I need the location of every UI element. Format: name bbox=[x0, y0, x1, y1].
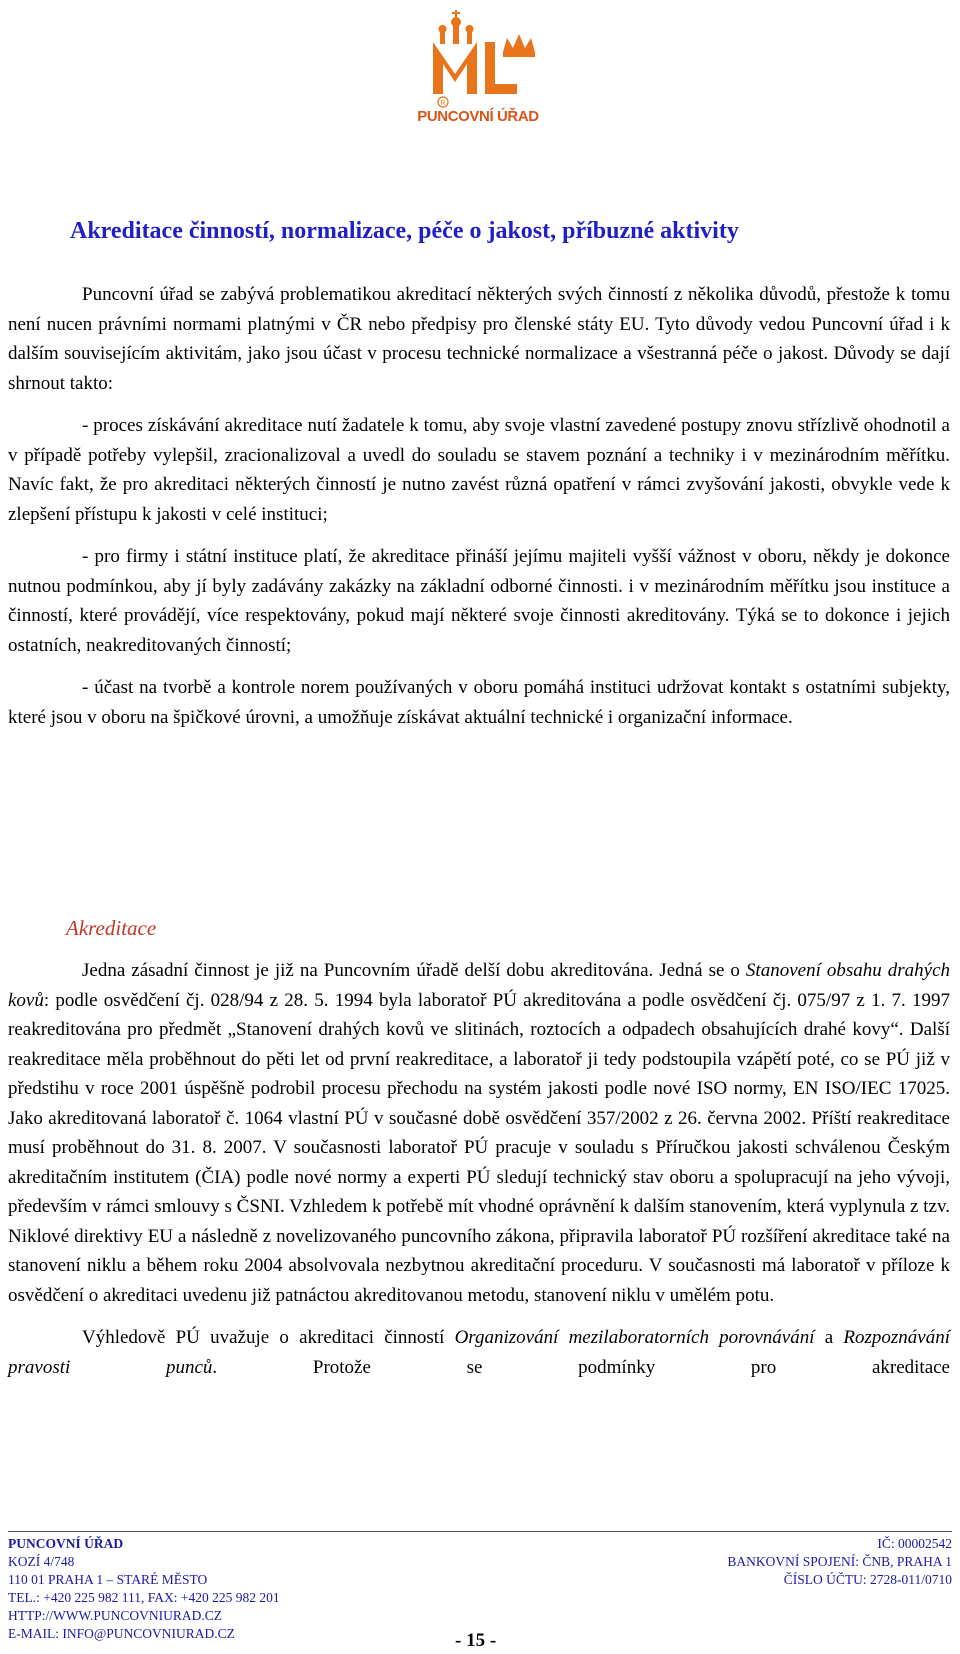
intro-paragraph-4: - účast na tvorbě a kontrole norem používaných v oboru pomáhá instituci udržovat kontakt s ostatními subjekty, které jsou v oboru na špičkové úrovni, a umožňuje získávat aktuální technické i organizační informace. bbox=[8, 677, 950, 728]
p2-text-c: . Protože se podmínky pro akreditace bbox=[212, 1356, 950, 1378]
p1-text-a: Jedna zásadní činnost je již na Puncovním úřadě delší dobu akreditována. Jedná se o bbox=[82, 960, 746, 981]
p1-text-b: : podle osvědčení čj. 028/94 z 28. 5. 1994 byla laboratoř PÚ akreditována a podle osvědčení čj. 075/97 z 1. 7. 1997 reakreditována pro předmět „Stanovení drahých kovů ve slitinách, roztocích a odpadech obsahujících drahé kovy“. Další reakreditace měla proběhnout do pěti let od první reakreditace, a laboratoř ji tedy podstoupila vzápětí poté, co se PÚ již v předstihu v roce 2001 úspěšně podrobil procesu přechodu na systém jakosti podle nové ISO normy, EN ISO/IEC 17025. Jako akreditovaná laboratoř č. 1064 vlastní PÚ v současné době osvědčení 357/2002 z 26. června 2002. Příští reakreditace musí proběhnout do 31. 8. 2007. V současnosti laboratoř PÚ pracuje v souladu s Příručkou jakosti schválenou Českým akreditačním institutem (ČIA) podle nové normy a experti PÚ sledují technický stav oboru a spolupracují na jeho vývoji, především v rámci smlouvy s ČSNI. Vzhledem k potřebě mít vhodné oprávnění k dalším stanovením, která vyplynula z tzv. Niklové direktivy EU a následně z novelizovaného puncovního zákona, připravila laboratoř PÚ rozšíření akreditace také na stanovení niklu a během roku 2004 absolvovala nezbytnou akreditační proceduru. V současnosti má laboratoř v příloze k osvědčení o akreditaci uvedenu již patnáctou akreditovanou metodu, stanovení niklu v umělém potu. bbox=[8, 989, 950, 1306]
intro-paragraph-3: - pro firmy i státní instituce platí, že akreditace přináší jejímu majiteli vyšší vážnost v oboru, někdy je dokonce nutnou podmínkou, aby jí byly zadávány zakázky na základní odborné činnosti. i v mezinárodním měřítku jsou instituce a činností, které provádějí, více respektovány, pokud mají některé svoje činnosti akreditovány. Týká se to dokonce i jejich ostatních, neakreditovaných činností; bbox=[8, 546, 950, 656]
logo-text: PUNCOVNÍ ÚŘAD bbox=[417, 108, 539, 125]
p1-italic: Stanovení obsahu drahých kovů bbox=[8, 960, 951, 1011]
section-title: Akreditace bbox=[66, 916, 157, 940]
intro-paragraph-2: - proces získávání akreditace nutí žadatele k tomu, aby svoje vlastní zavedené postupy znovu střízlivě ohodnotil a v případě potřeby vylepšil, zracionalizoval a uvedl do souladu se stavem poznání a techniky i v mezinárodním měřítku. Navíc fakt, že pro akreditaci některých činností je nutno zavést různá opatření v rámci zvyšování jakosti, obvykle vede k zlepšení přístupu k jakosti v celé instituci; bbox=[8, 415, 950, 525]
intro-paragraph-1: Puncovní úřad se zabývá problematikou akreditací některých svých činností z několika důvodů, přestože k tomu není nucen právními normami platnými v ČR nebo předpisy pro členské státy EU. Tyto důvody vedou Puncovní úřad i k dalším souvisejícím aktivitám, jako jsou účast v procesu technické normalizace a všestranná péče o jakost. Důvody se dají shrnout takto: bbox=[8, 284, 950, 394]
footer-email-link[interactable]: E-MAIL: INFO@PUNCOVNIURAD.CZ bbox=[8, 1626, 235, 1641]
footer-account: ČÍSLO ÚČTU: 2728-011/0710 bbox=[783, 1572, 952, 1587]
svg-text:R: R bbox=[440, 100, 446, 107]
footer-bank: BANKOVNÍ SPOJENÍ: ČNB, PRAHA 1 bbox=[727, 1554, 952, 1569]
footer-left bbox=[8, 1535, 280, 1643]
logo bbox=[403, 2, 553, 152]
footer-divider bbox=[8, 1531, 952, 1532]
footer-right bbox=[727, 1535, 952, 1589]
p2-text-a: Výhledově PÚ uvažuje o akreditaci činností bbox=[82, 1327, 455, 1348]
footer-web-link[interactable]: HTTP://WWW.PUNCOVNIURAD.CZ bbox=[8, 1608, 222, 1623]
akreditace-paragraph-1 bbox=[8, 956, 950, 1310]
footer-street: KOZÍ 4/748 bbox=[8, 1554, 75, 1569]
p2-italic-1: Organizování mezilaboratorních porovnávání bbox=[454, 1327, 815, 1348]
footer-city: 110 01 PRAHA 1 – STARÉ MĚSTO bbox=[8, 1572, 208, 1587]
footer-org-name: PUNCOVNÍ ÚŘAD bbox=[8, 1536, 124, 1551]
logo-emblem-icon bbox=[403, 2, 553, 112]
p2-text-b: a bbox=[814, 1327, 844, 1348]
page-number: - 15 - bbox=[455, 1630, 497, 1651]
akreditace-paragraph-2 bbox=[8, 1323, 950, 1382]
page-title: Akreditace činností, normalizace, péče o jakost, příbuzné aktivity bbox=[70, 218, 739, 244]
footer-company-id: IČ: 00002542 bbox=[877, 1536, 952, 1551]
footer-phone: TEL.: +420 225 982 111, FAX: +420 225 982 201 bbox=[8, 1590, 280, 1605]
p2-italic-2: Rozpoznávání pravosti punců bbox=[8, 1327, 951, 1378]
intro-section bbox=[8, 280, 950, 732]
akreditace-section bbox=[8, 956, 950, 1382]
